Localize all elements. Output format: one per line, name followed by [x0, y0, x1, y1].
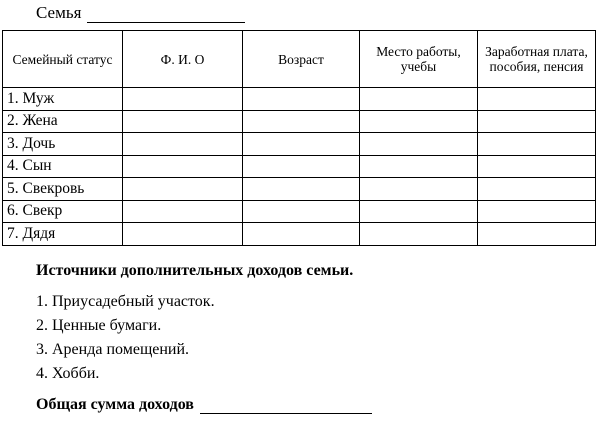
income-cell[interactable]: [478, 178, 596, 201]
full-name-cell[interactable]: [123, 133, 243, 156]
workplace-cell[interactable]: [360, 223, 478, 246]
table-row: [3, 223, 596, 246]
table-header-row: [3, 31, 596, 88]
workplace-cell[interactable]: [360, 110, 478, 133]
row-role-label: 6. Свекр: [3, 200, 123, 223]
workplace-cell[interactable]: [360, 155, 478, 178]
header-age: Возраст: [243, 31, 360, 88]
table-row: [3, 200, 596, 223]
income-cell[interactable]: [478, 133, 596, 156]
family-blank-line[interactable]: [87, 7, 245, 23]
age-cell[interactable]: [243, 133, 360, 156]
income-cell[interactable]: [478, 155, 596, 178]
age-cell[interactable]: [243, 223, 360, 246]
header-workplace: Место работы, учебы: [360, 31, 478, 88]
workplace-cell[interactable]: [360, 88, 478, 111]
table-row: [3, 110, 596, 133]
row-role-label: 3. Дочь: [3, 133, 123, 156]
income-cell[interactable]: [478, 223, 596, 246]
full-name-cell[interactable]: [123, 200, 243, 223]
row-role-label: 2. Жена: [3, 110, 123, 133]
income-cell[interactable]: [478, 88, 596, 111]
family-label: Семья: [36, 3, 82, 22]
age-cell[interactable]: [243, 110, 360, 133]
income-cell[interactable]: [478, 110, 596, 133]
family-members-table: [2, 30, 596, 246]
total-income-label: Общая сумма доходов: [36, 396, 194, 413]
full-name-cell[interactable]: [123, 110, 243, 133]
list-item: 4. Хобби.: [36, 365, 100, 382]
family-field: [36, 3, 245, 23]
row-role-label: 5. Свекровь: [3, 178, 123, 201]
income-sources-list: [36, 290, 215, 386]
row-role-label: 7. Дядя: [3, 223, 123, 246]
table-row: [3, 178, 596, 201]
table-row: [3, 155, 596, 178]
table-row: [3, 88, 596, 111]
full-name-cell[interactable]: [123, 88, 243, 111]
list-item: 1. Приусадебный участок.: [36, 293, 215, 310]
workplace-cell[interactable]: [360, 200, 478, 223]
total-income-field: [36, 396, 372, 414]
income-cell[interactable]: [478, 200, 596, 223]
table-row: [3, 133, 596, 156]
age-cell[interactable]: [243, 155, 360, 178]
full-name-cell[interactable]: [123, 223, 243, 246]
age-cell[interactable]: [243, 200, 360, 223]
income-sources-title: Источники дополнительных доходов семьи.: [36, 262, 354, 279]
full-name-cell[interactable]: [123, 178, 243, 201]
row-role-label: 1. Муж: [3, 88, 123, 111]
workplace-cell[interactable]: [360, 133, 478, 156]
header-full-name: Ф. И. О: [123, 31, 243, 88]
total-income-blank-line[interactable]: [200, 398, 372, 414]
workplace-cell[interactable]: [360, 178, 478, 201]
header-income: Заработная плата, пособия, пенсия: [478, 31, 596, 88]
age-cell[interactable]: [243, 178, 360, 201]
list-item: 2. Ценные бумаги.: [36, 317, 162, 334]
full-name-cell[interactable]: [123, 155, 243, 178]
list-item: 3. Аренда помещений.: [36, 341, 190, 358]
row-role-label: 4. Сын: [3, 155, 123, 178]
header-family-status: Семейный статус: [3, 31, 123, 88]
age-cell[interactable]: [243, 88, 360, 111]
